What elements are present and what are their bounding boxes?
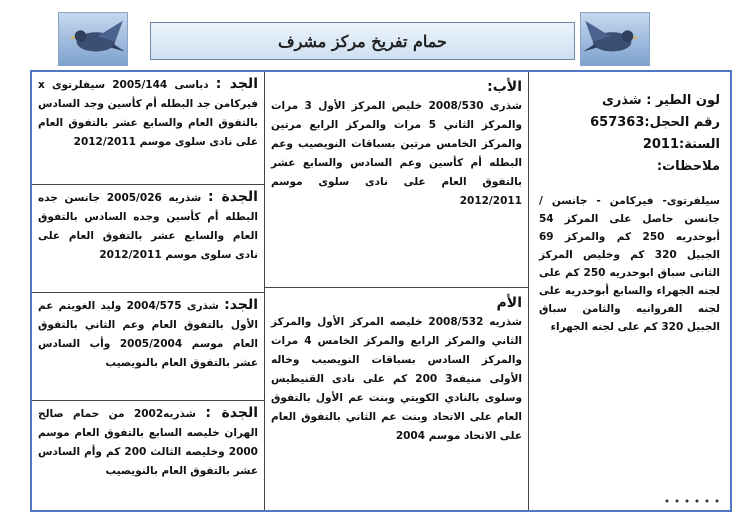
bird-ring-number: رقم الحجل:657363 [590, 115, 720, 130]
sire-sire-label: الجد : [215, 76, 258, 92]
pigeon-icon [581, 13, 649, 65]
pigeon-icon [59, 13, 127, 65]
bird-color: لون الطير : شذرى [602, 93, 720, 108]
notes-text: سيلفرتوى- فيركامن - جانسن / جانسن حاصل على المركز 54 أبوحدريه 250 كم والمركز 69 الجبيل 320 كم وخليص المركز الثانى سباق ابوحدريه 250 كم على لجنه الجهراء والسابع أبوحدريه على لجنه الفروانيه والثامن سباق الجبيل 320 كم على لجنه الجهراء [539, 195, 721, 333]
sire-label: الأب: [487, 79, 522, 95]
pigeon-image-left [58, 12, 128, 66]
sire-sire-text: دباسى 2005/144 سيفلرتوى x فيركامن جد البطله أم كأسين وجد السادس بالتفوق العام والسابع عشر بالتفوق العام على نادى سلوى موسم 2012/2011 [38, 79, 258, 148]
page-header [150, 22, 575, 60]
dam-cell [264, 288, 529, 510]
header-title: حمام تفريخ مركز مشرف [278, 31, 447, 51]
notes-label: ملاحظات: [656, 159, 720, 174]
pedigree-grid [30, 70, 732, 512]
sire-text: شذرى 2008/530 خليص المركز الأول 3 مرات والمركز الثاني 5 مرات والمركز الرابع مرتين والمركز الخامس مرتين بسباقات النويصيب وعم البطله أم كأسين وعم السادس والسابع عشر بالتفوق العام على نادى سلوى موسم 2012/2011 [271, 100, 522, 207]
dam-dam-text: شذريه2002 من حمام صالح الهران خليصه السابع بالتفوق العام موسم 2000 وخليصه الثالث 200 كم وأم السادس عشر بالتفوق العام بالنويصيب [38, 408, 258, 477]
sire-dam-cell [32, 185, 264, 293]
decorative-dots [662, 498, 722, 504]
sire-cell [264, 72, 529, 288]
dam-sire-text: شذرى 2004/575 وليد الغويتم عم الأول بالتفوق العام وعم الثاني بالتفوق العام موسم 2005/2004 وأب السادس عشر بالتفوق العام بالنويصيب [38, 300, 258, 369]
dam-dam-cell [32, 401, 264, 510]
dam-sire-label: الجد: [224, 297, 259, 313]
dam-label: الأم [496, 295, 522, 311]
dam-dam-label: الجدة : [205, 405, 259, 421]
sire-sire-cell [32, 72, 264, 185]
pigeon-image-right [580, 12, 650, 66]
sire-dam-label: الجدة : [207, 189, 258, 205]
bird-year: السنة:2011 [642, 137, 720, 152]
dam-text: شذريه 2008/532 خليصه المركز الأول والمركز الثاني والمركز الرابع والمركز الخامس 4 مرات والمركز السادس بسباقات النويصيب وخاله الأولى منيفه3 200 كم على نادى القنيطيس وسلوى بالنادي الكويتي وبنت عم الأول بالتفوق العام على الاتحاد وبنت عم الثاني بالتفوق العام على الاتحاد موسم 2004 [271, 316, 523, 442]
sire-dam-text: شذريه 2005/026 جانسن جده البطله أم كأسين وجده السادس بالتفوق العام والسابع عشر بالتفوق العام على نادى سلوى موسم 2012/2011 [38, 192, 258, 261]
dam-sire-cell [32, 293, 264, 401]
bird-info-cell [529, 72, 730, 510]
